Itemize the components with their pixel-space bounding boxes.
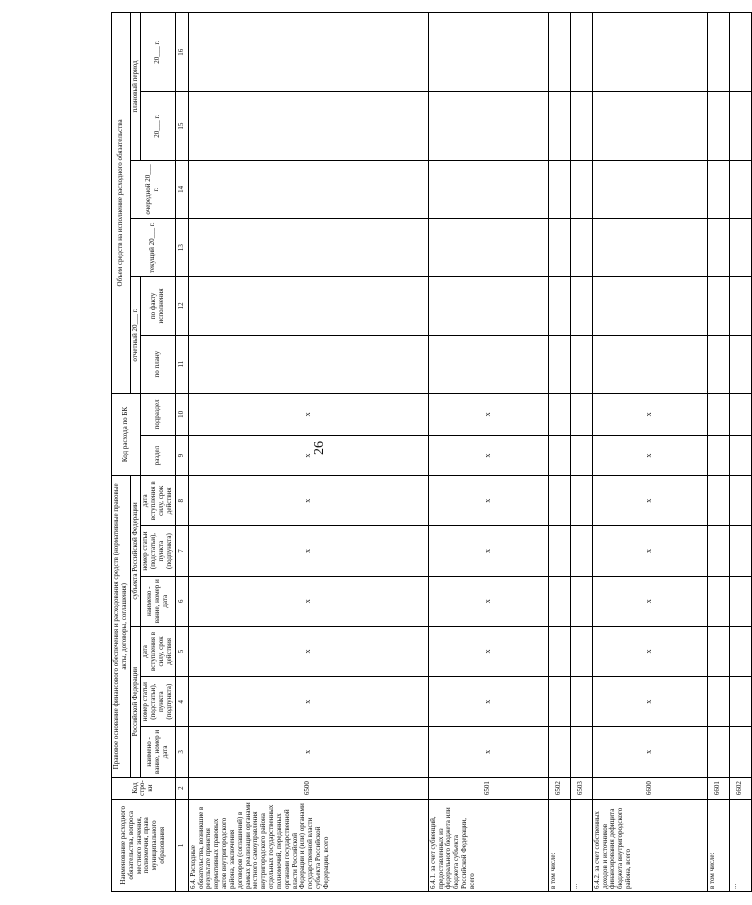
- table-row: [729, 13, 751, 892]
- column-number: 14: [175, 160, 188, 218]
- rf-effective-header: дата вступления в силу, срок действия: [141, 626, 175, 676]
- empty-cell: [707, 13, 729, 93]
- column-number: 11: [175, 335, 188, 393]
- column-number: 8: [175, 476, 188, 526]
- empty-cell: [707, 727, 729, 777]
- x-mark: x: [188, 435, 428, 475]
- plan-year2-header: 20___ г.: [141, 13, 175, 93]
- column-number: 3: [175, 727, 188, 777]
- empty-cell: [188, 92, 428, 160]
- empty-cell: [428, 219, 548, 277]
- row-name: в том числе:: [707, 799, 729, 891]
- obligations-table: [111, 12, 752, 892]
- x-mark: x: [188, 727, 428, 777]
- row-name: 6.4. Расходные обязательства, возникшие в результате принятия нормативных правовых актов внутригородского района, заключения договоров (соглашений) в рамках реализации органами местного самоуправления внутригородского района отдельных государственных полномочий, переданных органами государственной власти Российской Федерации и (или) органами государственной власти субъекта Российской Федерации, всего: [188, 799, 428, 891]
- x-mark: x: [188, 526, 428, 576]
- rf-article-header: номер статьи (подстатьи), пункта (подпункта): [141, 677, 175, 727]
- next-year-header: очередной 20___ г.: [130, 160, 175, 218]
- column-numbers-row: [175, 13, 188, 892]
- empty-cell: [570, 160, 592, 218]
- empty-cell: [548, 219, 570, 277]
- planned-period-header: плановый период: [130, 13, 141, 161]
- empty-cell: [729, 92, 751, 160]
- legal-basis-header: Правовое основание финансового обеспечения и расходования средств (нормативные правовые акты, договоры, соглашения): [112, 476, 131, 777]
- report-year-header: отчетный 20___ г.: [130, 277, 141, 394]
- column-number: 5: [175, 626, 188, 676]
- empty-cell: [428, 277, 548, 335]
- subject-article-header: номер статьи (подстатьи), пункта (подпункта): [141, 526, 175, 576]
- subject-header: субъекта Российской Федерации: [130, 476, 141, 627]
- bk-code-header: Код расхода по БК: [112, 393, 141, 475]
- x-mark: x: [592, 476, 707, 526]
- column-number: 13: [175, 219, 188, 277]
- empty-cell: [729, 727, 751, 777]
- row-code: 6501: [428, 777, 548, 799]
- column-number: 4: [175, 677, 188, 727]
- column-number: 10: [175, 393, 188, 435]
- empty-cell: [548, 576, 570, 626]
- volume-header: Объем средств на исполнение расходного обязательства: [112, 13, 131, 394]
- empty-cell: [707, 626, 729, 676]
- empty-cell: [592, 160, 707, 218]
- empty-cell: [188, 160, 428, 218]
- page-number: 26: [312, 441, 327, 455]
- row-code: 6602: [729, 777, 751, 799]
- code-column-header: Код стро-ки: [112, 777, 176, 799]
- x-mark: x: [592, 576, 707, 626]
- x-mark: x: [188, 626, 428, 676]
- column-number: 15: [175, 92, 188, 160]
- empty-cell: [729, 677, 751, 727]
- empty-cell: [707, 92, 729, 160]
- empty-cell: [707, 335, 729, 393]
- rotated-form: [111, 12, 744, 892]
- table-row: [548, 13, 570, 892]
- empty-cell: [570, 727, 592, 777]
- x-mark: x: [592, 626, 707, 676]
- empty-cell: [729, 476, 751, 526]
- empty-cell: [707, 576, 729, 626]
- column-number: 1: [175, 799, 188, 891]
- x-mark: x: [428, 526, 548, 576]
- empty-cell: [729, 576, 751, 626]
- empty-cell: [548, 335, 570, 393]
- empty-cell: [570, 626, 592, 676]
- table-row: [707, 13, 729, 892]
- empty-cell: [548, 393, 570, 435]
- column-number: 7: [175, 526, 188, 576]
- empty-cell: [592, 13, 707, 93]
- x-mark: x: [428, 435, 548, 475]
- fact-header: по факту исполнения: [141, 277, 175, 335]
- empty-cell: [707, 393, 729, 435]
- subsection-header: подраздел: [141, 393, 175, 435]
- empty-cell: [428, 335, 548, 393]
- empty-cell: [707, 277, 729, 335]
- empty-cell: [729, 160, 751, 218]
- empty-cell: [729, 526, 751, 576]
- empty-cell: [188, 219, 428, 277]
- current-year-header: текущий 20___ г.: [130, 219, 175, 277]
- x-mark: x: [592, 526, 707, 576]
- empty-cell: [707, 677, 729, 727]
- empty-cell: [570, 677, 592, 727]
- empty-cell: [707, 476, 729, 526]
- row-code: 6600: [592, 777, 707, 799]
- plan-header: по плану: [141, 335, 175, 393]
- empty-cell: [548, 13, 570, 93]
- x-mark: x: [188, 393, 428, 435]
- table-row: [592, 13, 707, 892]
- rf-doc-name-header: наимено - вание, номер и дата: [141, 727, 175, 777]
- empty-cell: [548, 727, 570, 777]
- empty-cell: [570, 435, 592, 475]
- name-column-header: Наименование расходного обязательства, вопроса местного значения, полномочия, права муниципального образования: [112, 799, 176, 891]
- empty-cell: [548, 277, 570, 335]
- empty-cell: [592, 335, 707, 393]
- rf-header: Российской Федерации: [130, 626, 141, 777]
- empty-cell: [592, 277, 707, 335]
- x-mark: x: [428, 677, 548, 727]
- row-name: ...: [729, 799, 751, 891]
- row-code: 6503: [570, 777, 592, 799]
- empty-cell: [188, 277, 428, 335]
- empty-cell: [707, 160, 729, 218]
- x-mark: x: [188, 476, 428, 526]
- empty-cell: [570, 526, 592, 576]
- x-mark: x: [592, 677, 707, 727]
- row-code: 6502: [548, 777, 570, 799]
- x-mark: x: [188, 677, 428, 727]
- empty-cell: [729, 626, 751, 676]
- empty-cell: [570, 13, 592, 93]
- empty-cell: [548, 160, 570, 218]
- empty-cell: [188, 13, 428, 93]
- empty-cell: [548, 677, 570, 727]
- empty-cell: [570, 576, 592, 626]
- x-mark: x: [428, 727, 548, 777]
- row-name: в том числе:: [548, 799, 570, 891]
- x-mark: x: [592, 435, 707, 475]
- plan-year1-header: 20___ г.: [141, 92, 175, 160]
- x-mark: x: [188, 576, 428, 626]
- row-code: 6500: [188, 777, 428, 799]
- row-name: ...: [570, 799, 592, 891]
- x-mark: x: [428, 393, 548, 435]
- empty-cell: [729, 435, 751, 475]
- empty-cell: [428, 160, 548, 218]
- subject-doc-name-header: наимено - вание, номер и дата: [141, 576, 175, 626]
- empty-cell: [729, 219, 751, 277]
- subject-effective-header: дата вступления в силу, срок действия: [141, 476, 175, 526]
- empty-cell: [570, 335, 592, 393]
- empty-cell: [548, 92, 570, 160]
- empty-cell: [548, 476, 570, 526]
- table-row: [428, 13, 548, 892]
- column-number: 12: [175, 277, 188, 335]
- x-mark: x: [428, 626, 548, 676]
- column-number: 16: [175, 13, 188, 93]
- x-mark: x: [592, 727, 707, 777]
- empty-cell: [707, 526, 729, 576]
- empty-cell: [428, 92, 548, 160]
- empty-cell: [570, 277, 592, 335]
- empty-cell: [729, 335, 751, 393]
- x-mark: x: [428, 576, 548, 626]
- column-number: 9: [175, 435, 188, 475]
- empty-cell: [592, 92, 707, 160]
- empty-cell: [570, 92, 592, 160]
- row-code: 6601: [707, 777, 729, 799]
- x-mark: x: [592, 393, 707, 435]
- column-number: 6: [175, 576, 188, 626]
- empty-cell: [428, 13, 548, 93]
- empty-cell: [707, 219, 729, 277]
- empty-cell: [548, 526, 570, 576]
- empty-cell: [570, 219, 592, 277]
- x-mark: x: [428, 476, 548, 526]
- empty-cell: [570, 393, 592, 435]
- empty-cell: [548, 626, 570, 676]
- row-name: 6.4.2. за счет собственных доходов и источников финансирования дефицита бюджета внутригородского района, всего: [592, 799, 707, 891]
- row-name: 6.4.1. за счет субвенций, предоставленных из федерального бюджета или бюджета субъекта Российской Федерации, всего: [428, 799, 548, 891]
- empty-cell: [729, 393, 751, 435]
- section-header: раздел: [141, 435, 175, 475]
- empty-cell: [592, 219, 707, 277]
- empty-cell: [729, 13, 751, 93]
- table-row: [570, 13, 592, 892]
- empty-cell: [570, 476, 592, 526]
- empty-cell: [729, 277, 751, 335]
- table-row: [188, 13, 428, 892]
- empty-cell: [548, 435, 570, 475]
- column-number: 2: [175, 777, 188, 799]
- empty-cell: [188, 335, 428, 393]
- empty-cell: [707, 435, 729, 475]
